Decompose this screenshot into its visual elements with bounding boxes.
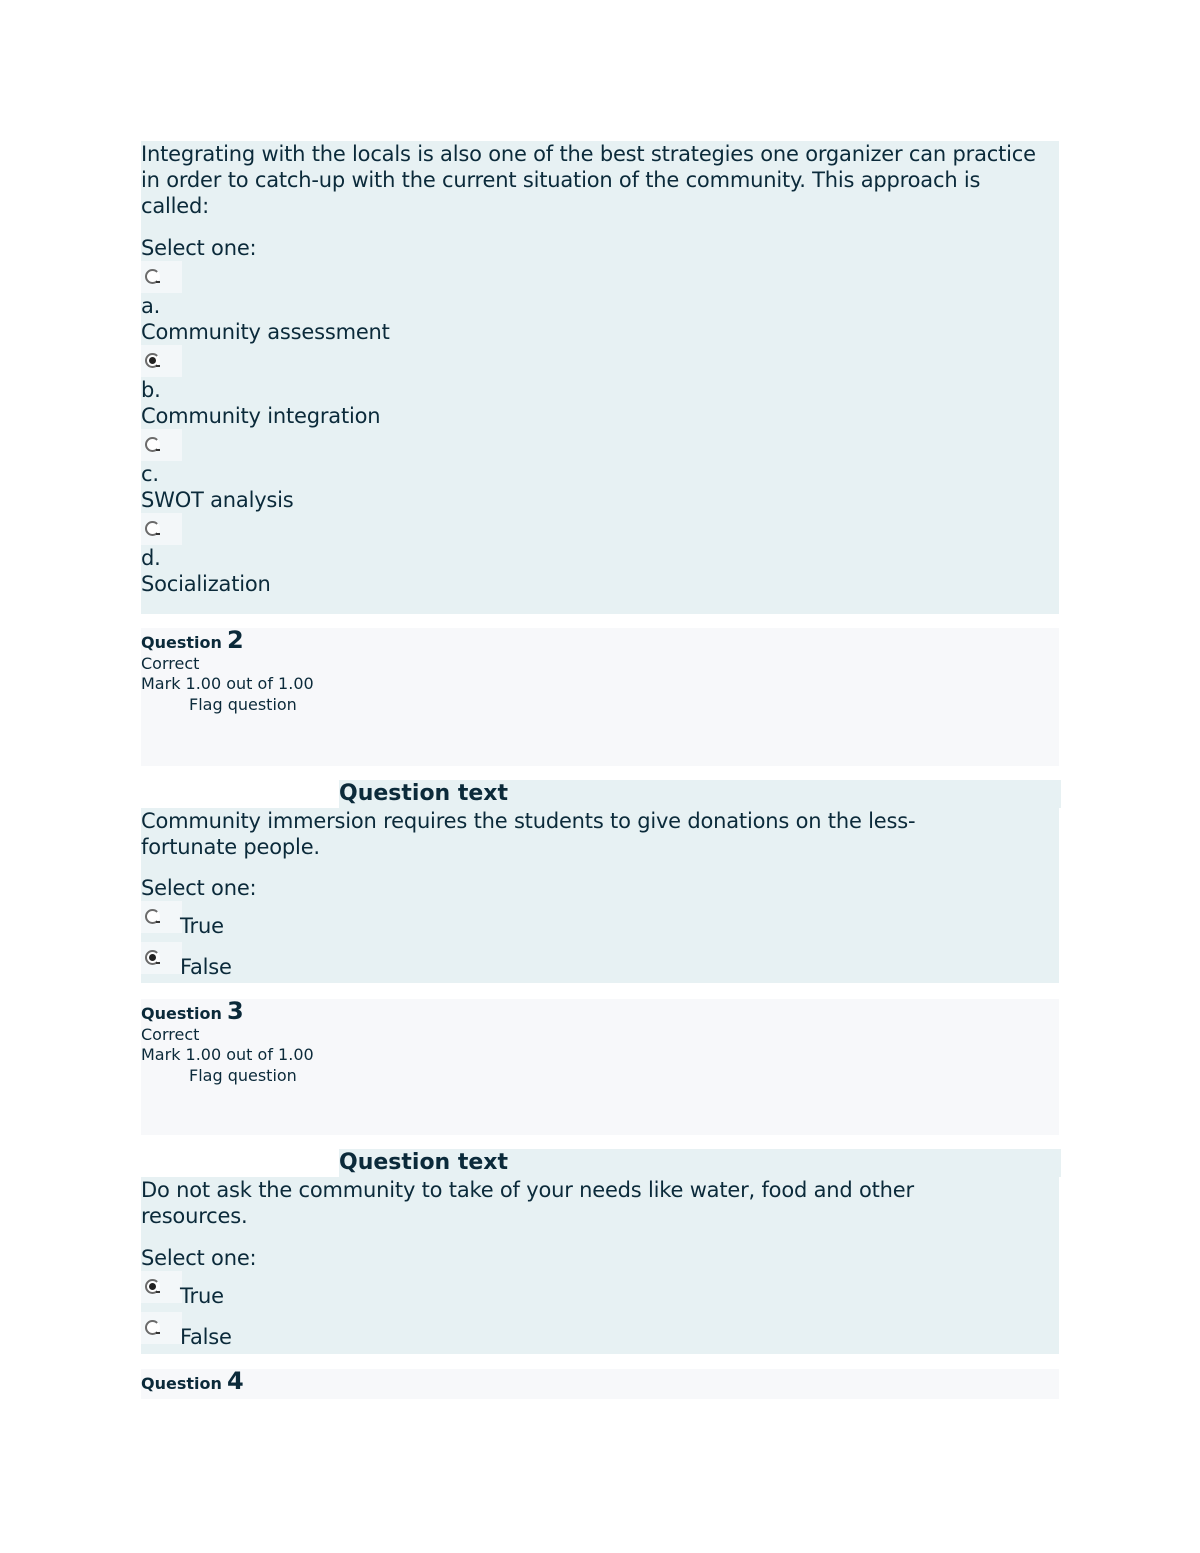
false-radio[interactable]: [141, 942, 182, 974]
question-number: 4: [226, 1367, 244, 1395]
question-2-text: Community immersion requires the students to give donations on the less-fortunate people.: [141, 809, 916, 859]
question-label: Question: [141, 633, 222, 652]
question-mark: Mark 1.00 out of 1.00: [141, 1045, 314, 1064]
option-a-radio[interactable]: [141, 261, 182, 293]
radio-unchecked-icon: [145, 269, 160, 284]
radio-checked-icon: [145, 353, 160, 368]
radio-checked-icon: [145, 1279, 160, 1294]
option-text: False: [180, 1325, 232, 1349]
question-text-heading: Question text: [339, 780, 1061, 808]
option-letter: d.: [141, 546, 161, 570]
question-mark: Mark 1.00 out of 1.00: [141, 674, 314, 693]
option-text: Community assessment: [141, 320, 390, 344]
question-3-option-true[interactable]: [141, 1271, 1059, 1312]
question-1-text: Integrating with the locals is also one of the best strategies one organizer can practice in order to catch-up with the current situation of the community. This approach is called:: [141, 142, 1036, 218]
question-number: 3: [226, 997, 244, 1025]
false-radio[interactable]: [141, 1312, 182, 1344]
radio-unchecked-icon: [145, 521, 160, 536]
question-3-text: Do not ask the community to take of your needs like water, food and other resources.: [141, 1178, 914, 1228]
question-3-block: [141, 1149, 1059, 1354]
option-letter: a.: [141, 294, 161, 318]
option-text: False: [180, 955, 232, 979]
question-3-info: [141, 999, 1059, 1135]
radio-unchecked-icon: [145, 909, 160, 924]
option-text: True: [180, 1284, 224, 1308]
question-number: 2: [226, 626, 244, 654]
question-2-block: [141, 780, 1059, 983]
true-radio[interactable]: [141, 1271, 182, 1303]
question-2-option-true[interactable]: [141, 901, 1059, 942]
option-letter: c.: [141, 462, 159, 486]
option-text: Socialization: [141, 572, 271, 596]
option-letter: b.: [141, 378, 161, 402]
option-text: Community integration: [141, 404, 381, 428]
radio-unchecked-icon: [145, 437, 160, 452]
question-status: Correct: [141, 653, 200, 673]
question-text-heading: Question text: [339, 1149, 1061, 1177]
question-1-option-a[interactable]: [141, 261, 1059, 345]
question-1-option-c[interactable]: [141, 429, 1059, 513]
question-status: Correct: [141, 1024, 200, 1044]
question-2-option-false[interactable]: [141, 942, 1059, 983]
question-3-option-false[interactable]: [141, 1312, 1059, 1353]
question-1-select-label: Select one:: [141, 236, 257, 260]
option-b-radio[interactable]: [141, 345, 182, 377]
flag-question-link[interactable]: Flag question: [189, 694, 297, 714]
option-d-radio[interactable]: [141, 513, 182, 545]
option-text: True: [180, 914, 224, 938]
question-1-option-d[interactable]: [141, 513, 1059, 597]
question-4-info: [141, 1369, 1059, 1399]
option-c-radio[interactable]: [141, 429, 182, 461]
question-label: Question: [141, 1374, 222, 1393]
radio-unchecked-icon: [145, 1320, 160, 1335]
question-3-select-label: Select one:: [141, 1246, 257, 1270]
flag-question-link[interactable]: Flag question: [189, 1065, 297, 1085]
question-1-block: [141, 141, 1059, 614]
question-label: Question: [141, 1004, 222, 1023]
option-text: SWOT analysis: [141, 488, 294, 512]
question-2-select-label: Select one:: [141, 876, 257, 900]
question-2-info: [141, 628, 1059, 766]
radio-checked-icon: [145, 950, 160, 965]
question-1-option-b[interactable]: [141, 345, 1059, 429]
quiz-page: [141, 141, 1059, 1399]
true-radio[interactable]: [141, 901, 182, 933]
